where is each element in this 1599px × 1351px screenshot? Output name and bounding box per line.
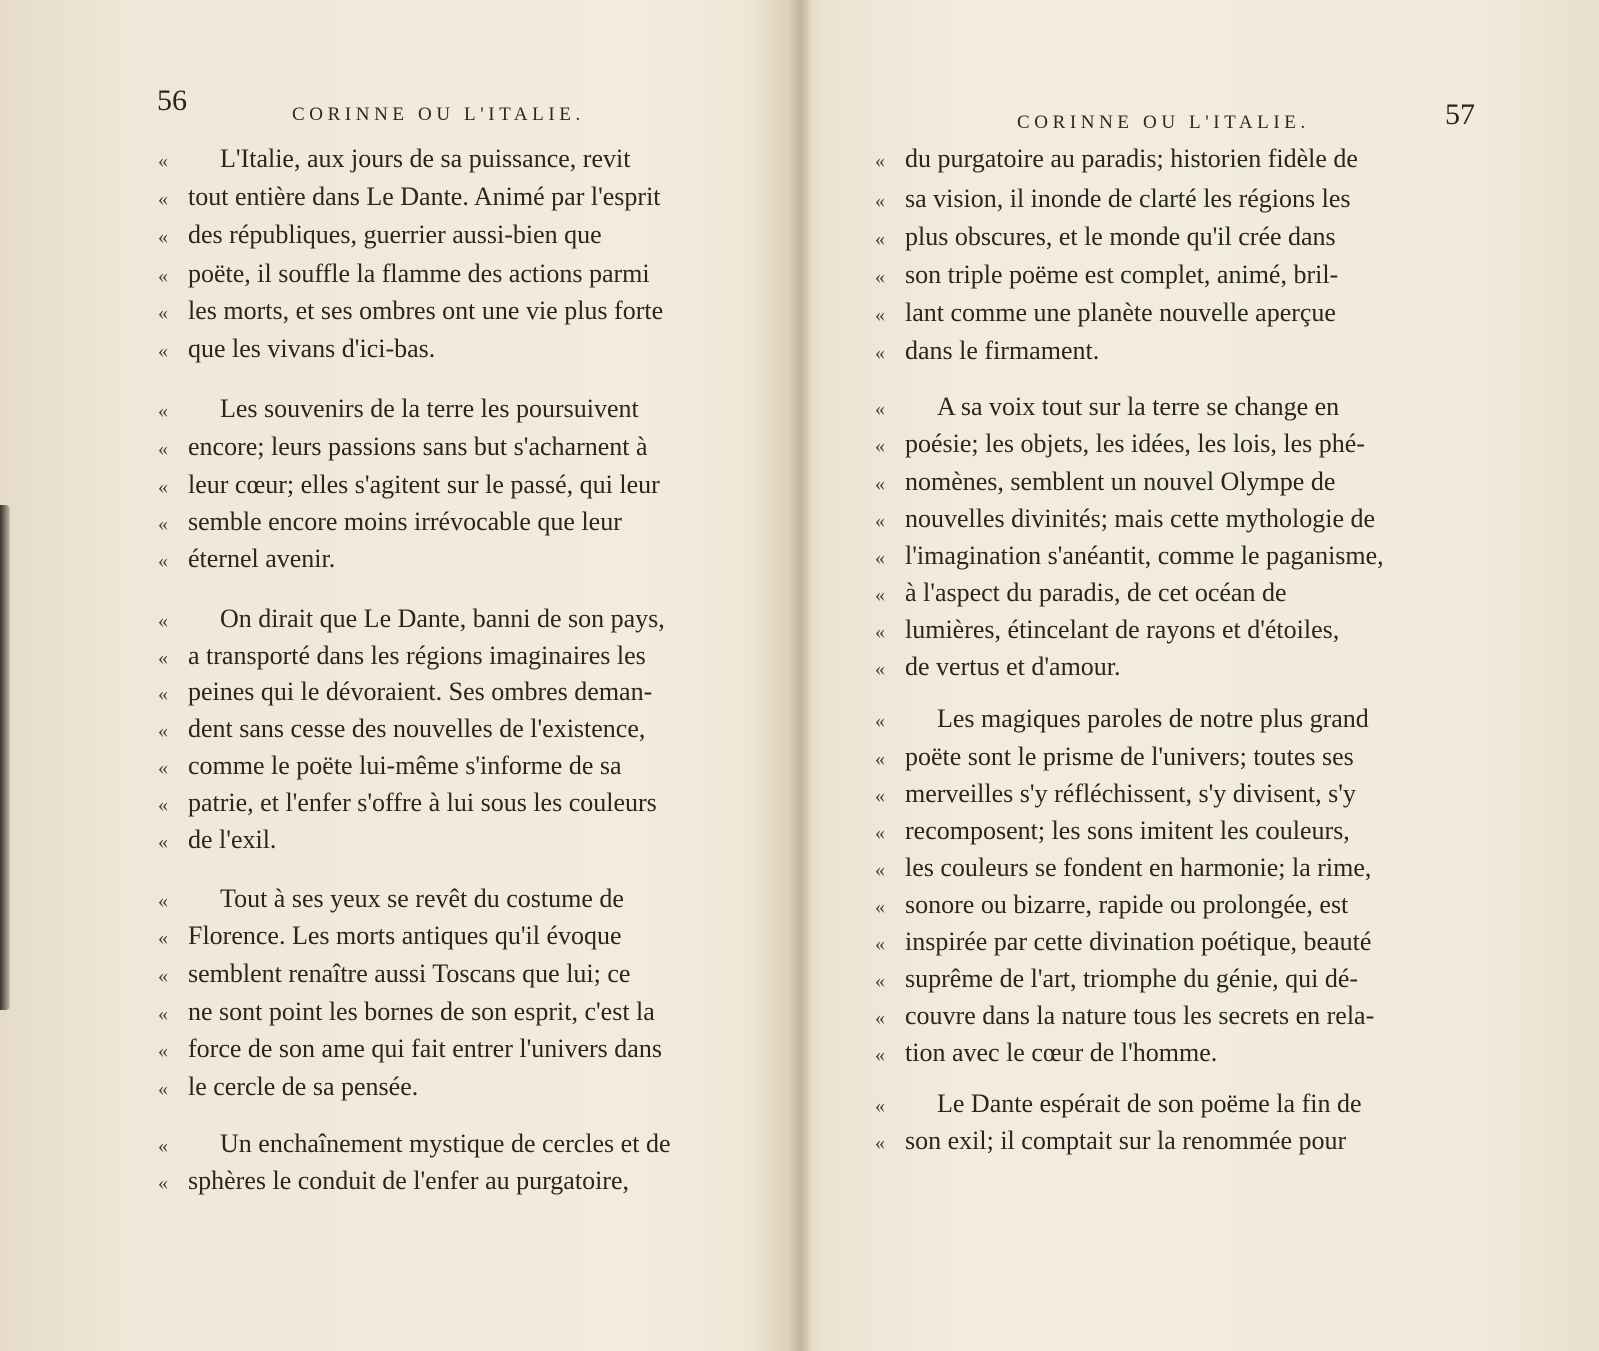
right-text-line <box>875 1122 1459 1159</box>
quote-mark: « <box>158 1078 168 1100</box>
line-text: nomènes, semblent un nouvel Olympe de <box>905 467 1336 496</box>
line-text: sa vision, il inonde de clarté les régions les <box>905 184 1351 213</box>
quote-mark: « <box>875 822 885 844</box>
line-text: l'imagination s'anéantit, comme le paganisme, <box>905 541 1384 570</box>
quote-mark: « <box>158 831 168 853</box>
quote-mark: « <box>875 435 885 457</box>
line-text: semblent renaître aussi Toscans que lui; ce <box>188 959 631 988</box>
right-text-line <box>875 648 1459 685</box>
quote-mark: « <box>875 228 885 250</box>
line-text: lant comme une planète nouvelle aperçue <box>905 298 1336 327</box>
quote-mark: « <box>875 896 885 918</box>
quote-mark: « <box>875 190 885 212</box>
left-text-line <box>158 330 738 367</box>
left-text-line <box>158 216 738 253</box>
quote-mark: « <box>875 748 885 770</box>
quote-mark: « <box>875 342 885 364</box>
line-text: du purgatoire au paradis; historien fidèle de <box>905 144 1358 173</box>
line-text: lumières, étincelant de rayons et d'étoiles, <box>905 615 1340 644</box>
quote-mark: « <box>158 1040 168 1062</box>
quote-mark: « <box>875 1007 885 1029</box>
quote-mark: « <box>875 398 885 420</box>
left-text-line <box>158 466 738 503</box>
line-text: On dirait que Le Dante, banni de son pays, <box>220 604 665 633</box>
left-text-line <box>158 178 738 215</box>
line-text: couvre dans la nature tous les secrets en rela- <box>905 1001 1375 1030</box>
quote-mark: « <box>158 647 168 669</box>
quote-mark: « <box>158 1172 168 1194</box>
quote-mark: « <box>158 794 168 816</box>
quote-mark: « <box>875 859 885 881</box>
left-text-line <box>158 292 738 329</box>
quote-mark: « <box>158 438 168 460</box>
quote-mark: « <box>158 757 168 779</box>
line-text: sonore ou bizarre, rapide ou prolongée, est <box>905 890 1349 919</box>
quote-mark: « <box>875 584 885 606</box>
line-text: éternel avenir. <box>188 544 336 573</box>
right-text-line <box>875 537 1459 574</box>
line-text: suprême de l'art, triomphe du génie, qui dé- <box>905 964 1359 993</box>
line-text: peines qui le dévoraient. Ses ombres deman- <box>188 677 653 706</box>
left-text-line <box>158 140 738 177</box>
quote-mark: « <box>875 710 885 732</box>
quote-mark: « <box>158 150 168 172</box>
line-text: tion avec le cœur de l'homme. <box>905 1038 1218 1067</box>
line-text: L'Italie, aux jours de sa puissance, revit <box>220 144 631 173</box>
left-text-line <box>158 747 738 784</box>
left-text-line <box>158 637 738 674</box>
line-text: les couleurs se fondent en harmonie; la rime, <box>905 853 1372 882</box>
line-text: Florence. Les morts antiques qu'il évoque <box>188 921 622 950</box>
left-text-line <box>158 880 738 917</box>
line-text: force de son ame qui fait entrer l'univers dans <box>188 1034 662 1063</box>
line-text: Le Dante espérait de son poëme la fin de <box>937 1089 1362 1118</box>
line-text: de vertus et d'amour. <box>905 652 1121 681</box>
line-text: recomposent; les sons imitent les couleurs, <box>905 816 1350 845</box>
line-text: poëte sont le prisme de l'univers; toutes ses <box>905 742 1354 771</box>
line-text: inspirée par cette divination poétique, beauté <box>905 927 1372 956</box>
quote-mark: « <box>875 785 885 807</box>
line-text: leur cœur; elles s'agitent sur le passé, qui leur <box>188 470 660 499</box>
quote-mark: « <box>875 547 885 569</box>
left-text-line <box>158 784 738 821</box>
left-text-line <box>158 917 738 954</box>
right-text-line <box>875 332 1459 369</box>
quote-mark: « <box>875 473 885 495</box>
line-text: a transporté dans les régions imaginaires les <box>188 641 646 670</box>
quote-mark: « <box>875 266 885 288</box>
line-text: Les souvenirs de la terre les poursuivent <box>220 394 639 423</box>
right-text-line <box>875 923 1459 960</box>
left-text-line <box>158 503 738 540</box>
quote-mark: « <box>158 965 168 987</box>
right-text-line <box>875 775 1459 812</box>
quote-mark: « <box>158 550 168 572</box>
left-text-line <box>158 600 738 637</box>
right-text-line <box>875 140 1459 177</box>
right-text-line <box>875 1085 1459 1122</box>
line-text: poëte, il souffle la flamme des actions parmi <box>188 259 650 288</box>
right-text-line <box>875 1034 1459 1071</box>
left-text-line <box>158 255 738 292</box>
left-text-line <box>158 540 738 577</box>
line-text: les morts, et ses ombres ont une vie plus forte <box>188 296 664 325</box>
quote-mark: « <box>875 304 885 326</box>
right-text-line <box>875 425 1459 462</box>
line-text: des républiques, guerrier aussi-bien que <box>188 220 602 249</box>
left-text-line <box>158 955 738 992</box>
line-text: poésie; les objets, les idées, les lois, les phé- <box>905 429 1365 458</box>
quote-mark: « <box>158 890 168 912</box>
right-text-line <box>875 180 1459 217</box>
right-text-line <box>875 294 1459 331</box>
line-text: Un enchaînement mystique de cercles et de <box>220 1129 671 1158</box>
line-text: tout entière dans Le Dante. Animé par l'esprit <box>188 182 661 211</box>
quote-mark: « <box>875 1132 885 1154</box>
right-text-line <box>875 574 1459 611</box>
line-text: dans le firmament. <box>905 336 1100 365</box>
right-text-line <box>875 463 1459 500</box>
left-text-line <box>158 1068 738 1105</box>
left-text-line <box>158 821 738 858</box>
right-text-line <box>875 700 1459 737</box>
line-text: de l'exil. <box>188 825 277 854</box>
line-text: encore; leurs passions sans but s'acharnent à <box>188 432 648 461</box>
line-text: Les magiques paroles de notre plus grand <box>937 704 1369 733</box>
left-text-line <box>158 428 738 465</box>
quote-mark: « <box>875 150 885 172</box>
quote-mark: « <box>158 476 168 498</box>
right-text-line <box>875 886 1459 923</box>
line-text: comme le poëte lui-même s'informe de sa <box>188 751 622 780</box>
quote-mark: « <box>158 302 168 324</box>
left-text-line <box>158 1030 738 1067</box>
left-text-line <box>158 1125 738 1162</box>
right-text-line <box>875 738 1459 775</box>
right-text-line <box>875 997 1459 1034</box>
line-text: son triple poëme est complet, animé, bril- <box>905 260 1339 289</box>
running-head-right: CORINNE OU L'ITALIE. <box>1017 112 1310 133</box>
right-text-line <box>875 388 1459 425</box>
line-text: ne sont point les bornes de son esprit, c'est la <box>188 997 655 1026</box>
line-text: dent sans cesse des nouvelles de l'existence, <box>188 714 646 743</box>
quote-mark: « <box>158 927 168 949</box>
right-text-line <box>875 256 1459 293</box>
left-page <box>0 0 795 1351</box>
quote-mark: « <box>158 720 168 742</box>
line-text: plus obscures, et le monde qu'il crée dans <box>905 222 1336 251</box>
quote-mark: « <box>158 513 168 535</box>
quote-mark: « <box>875 621 885 643</box>
quote-mark: « <box>158 340 168 362</box>
right-text-line <box>875 218 1459 255</box>
left-text-line <box>158 710 738 747</box>
line-text: nouvelles divinités; mais cette mythologie de <box>905 504 1376 533</box>
right-text-line <box>875 812 1459 849</box>
quote-mark: « <box>875 1095 885 1117</box>
quote-mark: « <box>875 933 885 955</box>
quote-mark: « <box>158 683 168 705</box>
right-page <box>805 0 1599 1351</box>
quote-mark: « <box>158 226 168 248</box>
line-text: à l'aspect du paradis, de cet océan de <box>905 578 1287 607</box>
page-number-right: 57 <box>1445 98 1475 131</box>
line-text: que les vivans d'ici-bas. <box>188 334 436 363</box>
line-text: merveilles s'y réfléchissent, s'y divisent, s'y <box>905 779 1356 808</box>
quote-mark: « <box>875 970 885 992</box>
line-text: patrie, et l'enfer s'offre à lui sous les couleurs <box>188 788 657 817</box>
quote-mark: « <box>875 510 885 532</box>
running-head-left: CORINNE OU L'ITALIE. <box>292 104 585 125</box>
right-text-line <box>875 500 1459 537</box>
line-text: semble encore moins irrévocable que leur <box>188 507 622 536</box>
quote-mark: « <box>875 658 885 680</box>
line-text: A sa voix tout sur la terre se change en <box>937 392 1340 421</box>
left-text-line <box>158 390 738 427</box>
left-text-line <box>158 1162 738 1199</box>
quote-mark: « <box>875 1044 885 1066</box>
quote-mark: « <box>158 1003 168 1025</box>
quote-mark: « <box>158 610 168 632</box>
right-text-line <box>875 960 1459 997</box>
quote-mark: « <box>158 1135 168 1157</box>
left-text-line <box>158 993 738 1030</box>
quote-mark: « <box>158 400 168 422</box>
line-text: sphères le conduit de l'enfer au purgatoire, <box>188 1166 629 1195</box>
page-number-left: 56 <box>157 84 187 117</box>
line-text: le cercle de sa pensée. <box>188 1072 419 1101</box>
right-text-line <box>875 611 1459 648</box>
right-text-line <box>875 849 1459 886</box>
line-text: son exil; il comptait sur la renommée pour <box>905 1126 1347 1155</box>
line-text: Tout à ses yeux se revêt du costume de <box>220 884 624 913</box>
quote-mark: « <box>158 188 168 210</box>
quote-mark: « <box>158 265 168 287</box>
left-text-line <box>158 673 738 710</box>
